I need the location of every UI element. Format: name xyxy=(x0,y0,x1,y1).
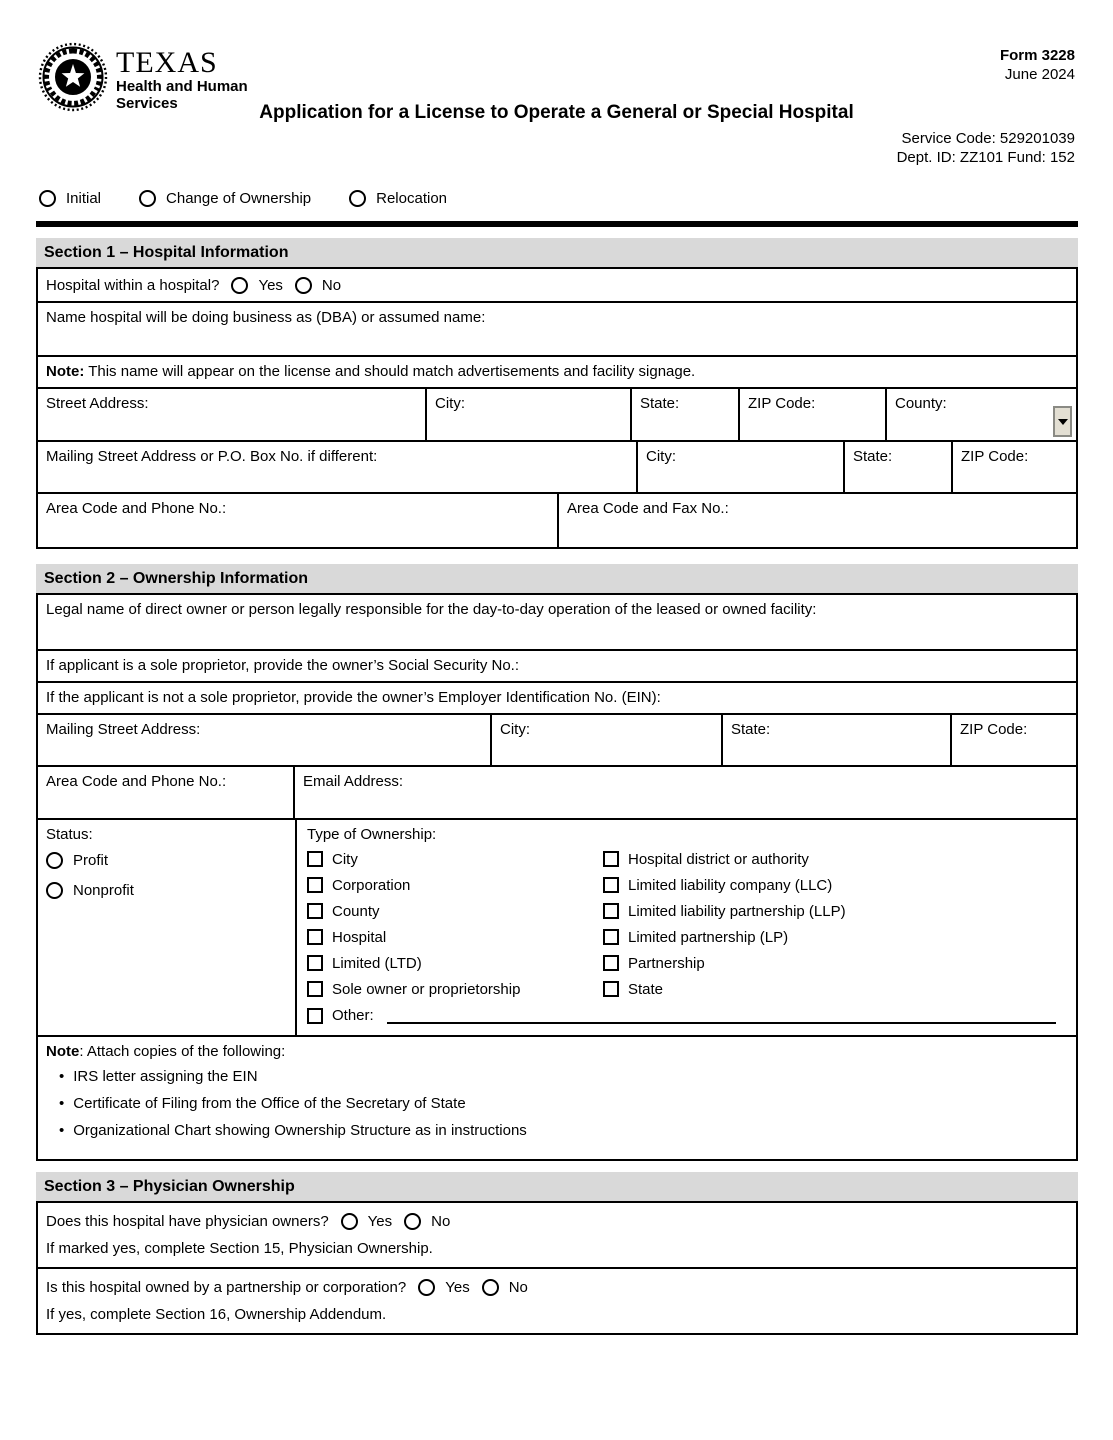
legal-owner-name-label: Legal name of direct owner or person legally responsible for the day-to-day operation of the leased or owned facility: xyxy=(46,601,817,618)
corporation-option-label: Corporation xyxy=(332,876,411,894)
mailing-address-label: Mailing Street Address or P.O. Box No. if different: xyxy=(46,448,378,465)
lp-option-label: Limited partnership (LP) xyxy=(628,928,789,946)
ownership-option-hospital[interactable] xyxy=(307,924,603,950)
apptype-option-initial[interactable] xyxy=(39,190,101,207)
owner-ssn-label: If applicant is a sole proprietor, provide the owner’s Social Security No.: xyxy=(46,657,520,674)
section2-table xyxy=(36,593,1078,1161)
sole-owner-option-label: Sole owner or proprietorship xyxy=(332,980,521,998)
other-text-field[interactable] xyxy=(387,1008,1056,1024)
list-item xyxy=(46,1095,1068,1122)
mailing-zip-label: ZIP Code: xyxy=(961,448,1029,465)
state-label: State: xyxy=(640,395,680,412)
physician-owners-no-radio[interactable] xyxy=(404,1213,421,1230)
status-option-profit[interactable] xyxy=(46,852,108,869)
owner-ssn-field[interactable] xyxy=(38,651,1076,681)
partnership-corporation-instruction: If yes, complete Section 16, Ownership Addendum. xyxy=(46,1306,387,1323)
agency-subtitle-line1: Health and Human xyxy=(116,78,248,95)
phone-field[interactable] xyxy=(38,494,559,547)
ownership-option-llp[interactable] xyxy=(603,898,1074,924)
ownership-type-cell xyxy=(297,820,1076,1035)
owner-phone-field[interactable] xyxy=(38,767,295,818)
corporation-checkbox[interactable] xyxy=(307,877,323,893)
owner-zip-label: ZIP Code: xyxy=(960,721,1028,738)
agency-name: TEXAS xyxy=(116,46,218,79)
ownership-option-state[interactable] xyxy=(603,976,1074,1002)
service-code: Service Code: 529201039 xyxy=(901,130,1075,147)
partnership-corporation-row xyxy=(38,1269,1076,1333)
sole-owner-checkbox[interactable] xyxy=(307,981,323,997)
ownership-type-label: Type of Ownership: xyxy=(307,826,437,843)
ownership-option-hospital-district[interactable] xyxy=(603,846,1074,872)
owner-ein-field[interactable] xyxy=(38,683,1076,713)
owner-mailing-address-label: Mailing Street Address: xyxy=(46,721,201,738)
partnership-checkbox[interactable] xyxy=(603,955,619,971)
zip-field[interactable] xyxy=(740,389,887,440)
partnership-corporation-question: Is this hospital owned by a partnership or corporation? xyxy=(46,1279,407,1296)
change-of-ownership-radio[interactable] xyxy=(139,190,156,207)
limited-ltd-checkbox[interactable] xyxy=(307,955,323,971)
ownership-option-corporation[interactable] xyxy=(307,872,603,898)
profit-label: Profit xyxy=(73,852,109,869)
section3-table xyxy=(36,1201,1078,1335)
initial-radio[interactable] xyxy=(39,190,56,207)
relocation-label: Relocation xyxy=(376,190,448,207)
physician-owners-no-label: No xyxy=(431,1213,451,1230)
physician-owners-no-option[interactable] xyxy=(404,1213,450,1230)
bullet-irs-letter: • IRS letter assigning the EIN xyxy=(73,1068,258,1085)
form-date: June 2024 xyxy=(1004,66,1075,83)
section3-header: Section 3 – Physician Ownership xyxy=(36,1172,1078,1201)
hospital-district-checkbox[interactable] xyxy=(603,851,619,867)
physician-owners-question: Does this hospital have physician owners? xyxy=(46,1213,329,1230)
fax-label: Area Code and Fax No.: xyxy=(567,500,729,517)
physician-owners-yes-radio[interactable] xyxy=(341,1213,358,1230)
dba-name-field[interactable] xyxy=(38,303,1076,355)
service-code-block xyxy=(897,129,1075,167)
ownership-option-llc[interactable] xyxy=(603,872,1074,898)
owner-city-field[interactable] xyxy=(492,715,723,765)
hospital-within-hospital-row xyxy=(38,269,1076,301)
hospital-within-hospital-question: Hospital within a hospital? xyxy=(46,276,220,294)
change-of-ownership-label: Change of Ownership xyxy=(166,190,312,207)
city-checkbox[interactable] xyxy=(307,851,323,867)
partnership-yes-radio[interactable] xyxy=(418,1279,435,1296)
dba-name-label: Name hospital will be doing business as (DBA) or assumed name: xyxy=(46,309,486,326)
owner-zip-field[interactable] xyxy=(952,715,1076,765)
dropdown-arrow-icon xyxy=(1058,419,1068,425)
legal-owner-name-field[interactable] xyxy=(38,595,1076,649)
hwh-no-option[interactable] xyxy=(295,277,341,294)
mailing-city-field[interactable] xyxy=(638,442,845,492)
hospital-checkbox[interactable] xyxy=(307,929,323,945)
nonprofit-radio[interactable] xyxy=(46,882,63,899)
nonprofit-label: Nonprofit xyxy=(73,882,134,899)
attachment-list xyxy=(46,1068,1068,1149)
status-cell xyxy=(38,820,297,1035)
llp-option-label: Limited liability partnership (LLP) xyxy=(628,902,846,920)
ownership-option-other[interactable] xyxy=(307,1002,1074,1029)
list-item xyxy=(46,1122,1068,1149)
bullet-certificate-of-filing: • Certificate of Filing from the Office of the Secretary of State xyxy=(73,1095,466,1112)
physician-owners-row xyxy=(38,1203,1076,1267)
agency-subtitle-line2: Services xyxy=(116,95,178,112)
other-checkbox[interactable] xyxy=(307,1008,323,1024)
mailing-state-field[interactable] xyxy=(845,442,953,492)
county-field[interactable] xyxy=(887,389,1076,440)
form-body xyxy=(36,238,1078,1335)
hwh-yes-option[interactable] xyxy=(231,277,282,294)
section1-note-row xyxy=(38,357,1076,387)
dept-id: Dept. ID: ZZ101 Fund: 152 xyxy=(896,149,1075,166)
form-number-block xyxy=(1000,46,1075,84)
mailing-address-field[interactable] xyxy=(38,442,638,492)
owner-phone-label: Area Code and Phone No.: xyxy=(46,773,227,790)
owner-mailing-address-field[interactable] xyxy=(38,715,492,765)
hwh-no-radio[interactable] xyxy=(295,277,312,294)
note-label: Note: xyxy=(46,363,85,380)
mailing-zip-field[interactable] xyxy=(953,442,1076,492)
hospital-option-label: Hospital xyxy=(332,928,387,946)
partnership-no-radio[interactable] xyxy=(482,1279,499,1296)
page-title: Application for a License to Operate a General or Special Hospital xyxy=(259,102,854,123)
status-option-nonprofit[interactable] xyxy=(46,882,134,899)
llc-checkbox[interactable] xyxy=(603,877,619,893)
initial-label: Initial xyxy=(66,190,102,207)
llp-checkbox[interactable] xyxy=(603,903,619,919)
fax-field[interactable] xyxy=(559,494,1076,547)
form-number: Form 3228 xyxy=(999,47,1075,64)
physician-owners-yes-label: Yes xyxy=(367,1213,393,1230)
ownership-option-limited-ltd[interactable] xyxy=(307,950,603,976)
city-field[interactable] xyxy=(427,389,632,440)
status-label: Status: xyxy=(46,826,93,843)
city-option-label: City xyxy=(332,850,358,868)
lp-checkbox[interactable] xyxy=(603,929,619,945)
attach-note-text: : Attach copies of the following: xyxy=(79,1043,286,1060)
owner-email-field[interactable] xyxy=(295,767,1076,818)
profit-radio[interactable] xyxy=(46,852,63,869)
bullet-organizational-chart: • Organizational Chart showing Ownership Structure as in instructions xyxy=(73,1122,527,1139)
county-label: County: xyxy=(895,395,947,412)
section2-header: Section 2 – Ownership Information xyxy=(36,564,1078,593)
owner-state-label: State: xyxy=(731,721,771,738)
section1-header: Section 1 – Hospital Information xyxy=(36,238,1078,267)
ownership-option-sole-owner[interactable] xyxy=(307,976,603,1002)
other-option-label: Other: xyxy=(332,1007,374,1024)
attach-note-label: Note xyxy=(46,1043,80,1060)
ownership-option-partnership[interactable] xyxy=(603,950,1074,976)
physician-owners-yes-option[interactable] xyxy=(341,1213,392,1230)
city-label: City: xyxy=(435,395,465,412)
county-option-label: County xyxy=(332,902,380,920)
section1-table xyxy=(36,267,1078,549)
ownership-option-city[interactable] xyxy=(307,846,603,872)
note-text: This name will appear on the license and should match advertisements and facility signage. xyxy=(84,363,696,380)
relocation-radio[interactable] xyxy=(349,190,366,207)
apptype-option-change-of-ownership[interactable] xyxy=(139,190,311,207)
application-type-options xyxy=(39,190,447,207)
county-checkbox[interactable] xyxy=(307,903,323,919)
state-field[interactable] xyxy=(632,389,740,440)
owner-city-label: City: xyxy=(500,721,530,738)
hospital-district-option-label: Hospital district or authority xyxy=(628,850,809,868)
partnership-no-option[interactable] xyxy=(482,1279,528,1296)
county-dropdown-button[interactable] xyxy=(1053,406,1072,437)
page-header xyxy=(0,0,1113,232)
ownership-options xyxy=(307,846,1074,1002)
hwh-yes-label: Yes xyxy=(258,276,283,294)
partnership-no-label: No xyxy=(508,1279,528,1296)
phone-label: Area Code and Phone No.: xyxy=(46,500,227,517)
street-address-field[interactable] xyxy=(38,389,427,440)
hwh-no-label: No xyxy=(321,276,342,294)
owner-state-field[interactable] xyxy=(723,715,952,765)
limited-ltd-option-label: Limited (LTD) xyxy=(332,954,422,972)
owner-email-label: Email Address: xyxy=(303,773,404,790)
partnership-yes-option[interactable] xyxy=(418,1279,469,1296)
street-address-label: Street Address: xyxy=(46,395,149,412)
hwh-yes-radio[interactable] xyxy=(231,277,248,294)
ownership-option-lp[interactable] xyxy=(603,924,1074,950)
physician-owners-instruction: If marked yes, complete Section 15, Physician Ownership. xyxy=(46,1240,433,1257)
ownership-option-county[interactable] xyxy=(307,898,603,924)
zip-label: ZIP Code: xyxy=(748,395,816,412)
header-divider-rule xyxy=(36,221,1078,227)
state-checkbox[interactable] xyxy=(603,981,619,997)
partnership-option-label: Partnership xyxy=(628,954,705,972)
llc-option-label: Limited liability company (LLC) xyxy=(628,876,833,894)
list-item xyxy=(46,1068,1068,1095)
partnership-yes-label: Yes xyxy=(445,1279,470,1296)
owner-ein-label: If the applicant is not a sole proprietor, provide the owner’s Employer Identification No. (EIN): xyxy=(46,689,661,706)
apptype-option-relocation[interactable] xyxy=(349,190,447,207)
mailing-state-label: State: xyxy=(853,448,893,465)
mailing-city-label: City: xyxy=(646,448,676,465)
section2-note-row xyxy=(38,1037,1076,1159)
state-option-label: State xyxy=(628,980,664,998)
